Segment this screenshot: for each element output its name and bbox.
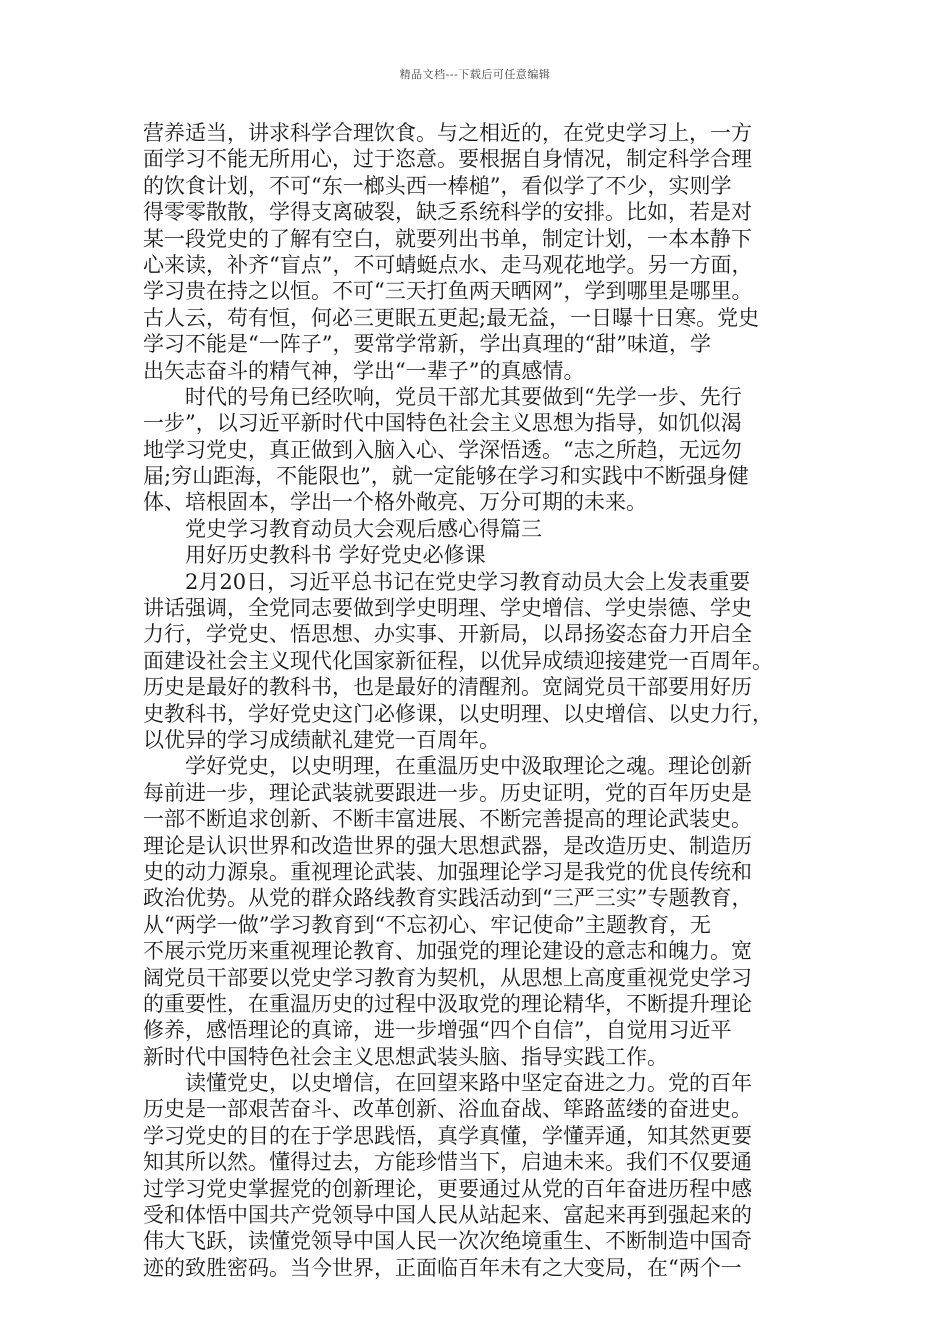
text-line: 学习党史的目的在于学思践悟，真学真懂，学懂弄通，知其然更要 [143,1123,752,1148]
text-line: 阔党员干部要以党史学习教育为契机，从思想上高度重视党史学习 [143,965,752,990]
text-line: 力行，学党史、悟思想、办实事、开新局，以昂扬姿态奋力开启全 [143,622,752,647]
text-line: 面建设社会主义现代化国家新征程，以优异成绩迎接建党一百周年。 [143,648,773,673]
text-line: 古人云，苟有恒，何必三更眠五更起;最无益，一日曝十日寒。党史 [143,305,760,330]
text-line: 政治优势。从党的群众路线教育实践活动到“三严三实”专题教育， [143,886,753,911]
text-line: 营养适当，讲求科学合理饮食。与之相近的，在党史学习上，一方 [143,121,752,145]
text-line: 时代的号角已经吹响，党员干部尤其要做到“先学一步、先行 [185,384,742,409]
text-line: 的饮食计划，不可“东一榔头西一棒槌”，看似学了不少，实则学 [143,173,732,198]
text-line: 用好历史教科书 学好党史必修课 [185,543,486,568]
text-line: 历史是最好的教科书，也是最好的清醒剂。宽阔党员干部要用好历 [143,675,752,700]
text-line: 心来读，补齐“盲点”，不可蜻蜓点水、走马观花地学。另一方面， [143,252,753,277]
text-line: 修养，感悟理论的真谛，进一步增强“四个自信”，自觉用习近平 [143,1018,732,1043]
text-line: 每前进一步，理论武装就要跟进一步。历史证明，党的百年历史是 [143,780,752,805]
text-line: 一部不断追求创新、不断丰富进展、不断完善提高的理论武装史。 [143,807,752,832]
text-line: 的重要性，在重温历史的过程中汲取党的理论精华，不断提升理论 [143,991,752,1016]
text-line: 不展示党历来重视理论教育、加强党的理论建设的意志和魄力。宽 [143,939,752,964]
text-line: 届;穷山距海，不能限也”，就一定能够在学习和实践中不断强身健 [143,464,749,489]
text-line: 知其所以然。懂得过去，方能珍惜当下，启迪未来。我们不仅要通 [143,1150,752,1175]
text-line: 历史是一部艰苦奋斗、改革创新、浴血奋战、筚路蓝缕的奋进史。 [143,1097,752,1122]
text-line: 伟大飞跃，读懂党领导中国人民一次次绝境重生、不断制造中国奇 [143,1229,752,1254]
text-line: 某一段党史的了解有空白，就要列出书单，制定计划，一本本静下 [143,226,752,251]
text-line: 受和体悟中国共产党领导中国人民从站起来、富起来再到强起来的 [143,1203,752,1228]
text-line: 一步”，以习近平新时代中国特色社会主义思想为指导，如饥似渴 [143,411,742,436]
text-line: 得零零散散，学得支离破裂，缺乏系统科学的安排。比如，若是对 [143,200,752,225]
text-line: 新时代中国特色社会主义思想武装头脑、指导实践工作。 [143,1044,668,1069]
text-line: 读懂党史，以史增信，在回望来路中坚定奋进之力。党的百年 [185,1071,752,1096]
text-line: 讲话强调，全党同志要做到学史明理、学史增信、学史崇德、学史 [143,596,752,621]
text-line: 学习不能是“一阵子”，要常学常新，学出真理的“甜”味道，学 [143,332,711,357]
document-body [143,120,808,1281]
text-line: 学好党史，以史明理，在重温历史中汲取理论之魂。理论创新 [185,754,752,779]
text-line: 史的动力源泉。重视理论武装、加强理论学习是我党的优良传统和 [143,859,752,884]
page-header: 精品文档---下载后可任意编辑 [399,68,551,81]
text-line: 过学习党史掌握党的创新理论，更要通过从党的百年奋进历程中感 [143,1176,752,1201]
text-line: 史教科书，学好党史这门必修课，以史明理、以史增信、以史力行， [143,701,773,726]
text-line: 2月20日，习近平总书记在党史学习教育动员大会上发表重要 [185,569,751,594]
text-line: 面学习不能无所用心，过于恣意。要根据自身情况，制定科学合理 [143,147,752,172]
text-line: 出矢志奋斗的精气神，学出“一辈子”的真感情。 [143,358,585,383]
text-line: 理论是认识世界和改造世界的强大思想武器，是改造历史、制造历 [143,833,752,858]
text-line: 以优异的学习成绩献礼建党一百周年。 [143,727,500,752]
text-line: 党史学习教育动员大会观后感心得篇三 [185,516,542,541]
text-line: 从“两学一做”学习教育到“不忘初心、牢记使命”主题教育，无 [143,912,711,937]
text-line: 学习贵在持之以恒。不可“三天打鱼两天晒网”，学到哪里是哪里。 [143,279,753,304]
text-line: 体、培根固本，学出一个格外敞亮、万分可期的未来。 [143,490,647,515]
text-line: 迹的致胜密码。当今世界，正面临百年未有之大变局，在“两个一 [143,1255,742,1280]
text-line: 地学习党史，真正做到入脑入心、学深悟透。“志之所趋，无远勿 [143,437,742,462]
